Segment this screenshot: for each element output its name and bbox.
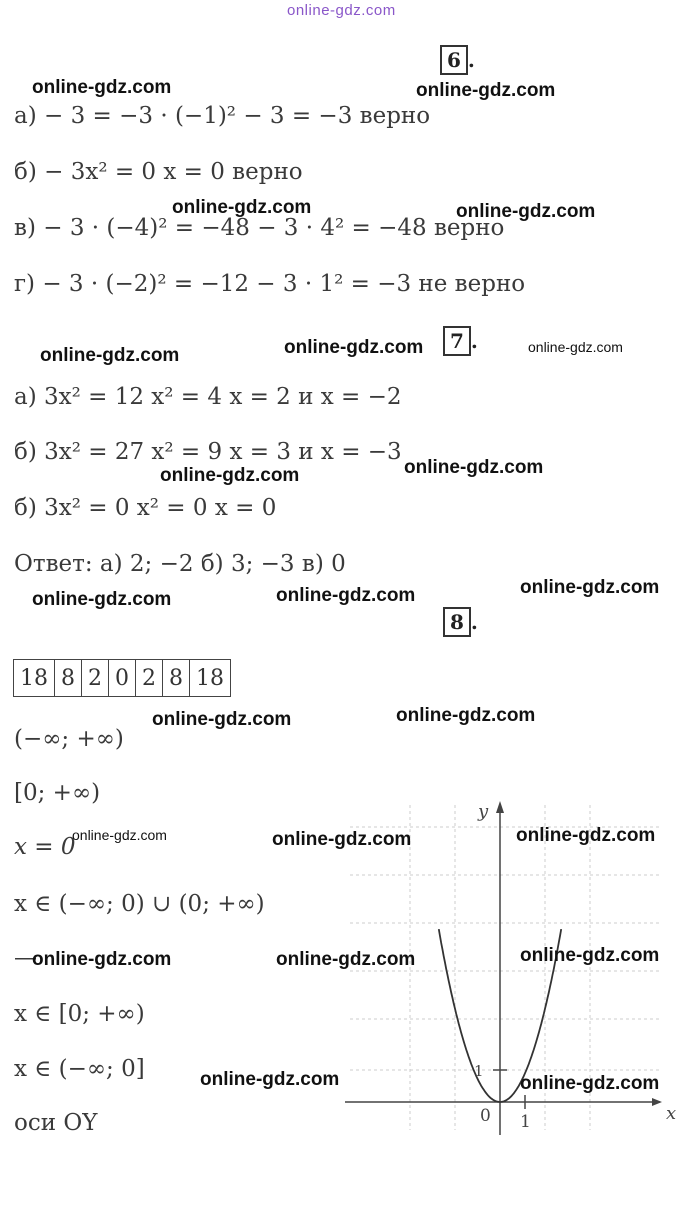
section-8-number: 8 . xyxy=(443,607,478,637)
watermark: online-gdz.com xyxy=(272,829,412,850)
watermark: online-gdz.com xyxy=(32,589,172,610)
table-cell: 0 xyxy=(109,660,136,697)
watermark: online-gdz.com xyxy=(72,827,167,843)
watermark: online-gdz.com xyxy=(276,585,416,606)
watermark: online-gdz.com xyxy=(520,1073,660,1094)
section-6-line-v: в) − 3 · (−4)² = −48 − 3 · 4² = −48 верно xyxy=(14,215,505,241)
increasing-line: x ∈ [0; +∞) xyxy=(14,1001,145,1027)
watermark: online-gdz.com xyxy=(284,337,424,358)
section-7-number-box: 7 xyxy=(443,326,471,356)
decreasing-line: x ∈ (−∞; 0] xyxy=(14,1056,145,1082)
section-7-line-v: б) 3x² = 0 x² = 0 x = 0 xyxy=(14,495,277,521)
y-axis-arrow xyxy=(496,801,504,813)
watermark: online-gdz.com xyxy=(200,1069,340,1090)
section-8-number-box: 8 xyxy=(443,607,471,637)
watermark: online-gdz.com xyxy=(32,77,172,98)
watermark: online-gdz.com xyxy=(404,457,544,478)
watermark: online-gdz.com xyxy=(528,339,623,355)
domain-line: (−∞; +∞) xyxy=(14,726,124,752)
watermark: online-gdz.com xyxy=(152,709,292,730)
watermark: online-gdz.com xyxy=(520,577,660,598)
watermark: online-gdz.com xyxy=(516,825,656,846)
origin-label: 0 xyxy=(480,1106,491,1126)
watermark: online-gdz.com xyxy=(456,201,596,222)
table-cell: 18 xyxy=(190,660,231,697)
x-axis-arrow xyxy=(652,1098,662,1106)
table-cell: 2 xyxy=(136,660,163,697)
y-tick-label: 1 xyxy=(474,1062,484,1080)
table-cell: 2 xyxy=(82,660,109,697)
watermark: online-gdz.com xyxy=(276,949,416,970)
section-7-line-a: а) 3x² = 12 x² = 4 x = 2 и x = −2 xyxy=(14,384,402,410)
section-7-line-b: б) 3x² = 27 x² = 9 x = 3 и x = −3 xyxy=(14,439,402,465)
values-table xyxy=(13,659,231,697)
section-6-number: 6 . xyxy=(440,45,475,75)
watermark: online-gdz.com xyxy=(40,345,180,366)
top-watermark: online-gdz.com xyxy=(287,2,396,19)
watermark: online-gdz.com xyxy=(160,465,300,486)
values-row xyxy=(14,660,231,697)
symmetry-line: оси OY xyxy=(14,1110,98,1136)
section-6-line-b: б) − 3x² = 0 x = 0 верно xyxy=(14,159,303,185)
x-axis-label: x xyxy=(666,1103,677,1124)
watermark: online-gdz.com xyxy=(172,197,312,218)
x-tick-label: 1 xyxy=(520,1112,531,1132)
table-cell: 8 xyxy=(163,660,190,697)
section-7-answer: Ответ: а) 2; −2 б) 3; −3 в) 0 xyxy=(14,551,346,577)
watermark: online-gdz.com xyxy=(32,949,172,970)
table-cell: 18 xyxy=(14,660,55,697)
zero-line: x = 0 xyxy=(14,834,76,860)
watermark: online-gdz.com xyxy=(520,945,660,966)
section-7-number: 7 . xyxy=(443,326,478,356)
table-cell: 8 xyxy=(55,660,82,697)
range-line: [0; +∞) xyxy=(14,780,101,806)
y-axis-label: y xyxy=(478,801,489,822)
watermark: online-gdz.com xyxy=(396,705,536,726)
negative-line: — xyxy=(14,945,37,971)
positive-line: x ∈ (−∞; 0) ∪ (0; +∞) xyxy=(14,891,265,917)
section-6-line-g: г) − 3 · (−2)² = −12 − 3 · 1² = −3 не верно xyxy=(14,271,526,297)
section-6-number-box: 6 xyxy=(440,45,468,75)
section-6-line-a: а) − 3 = −3 · (−1)² − 3 = −3 верно xyxy=(14,103,431,129)
watermark: online-gdz.com xyxy=(416,80,556,101)
